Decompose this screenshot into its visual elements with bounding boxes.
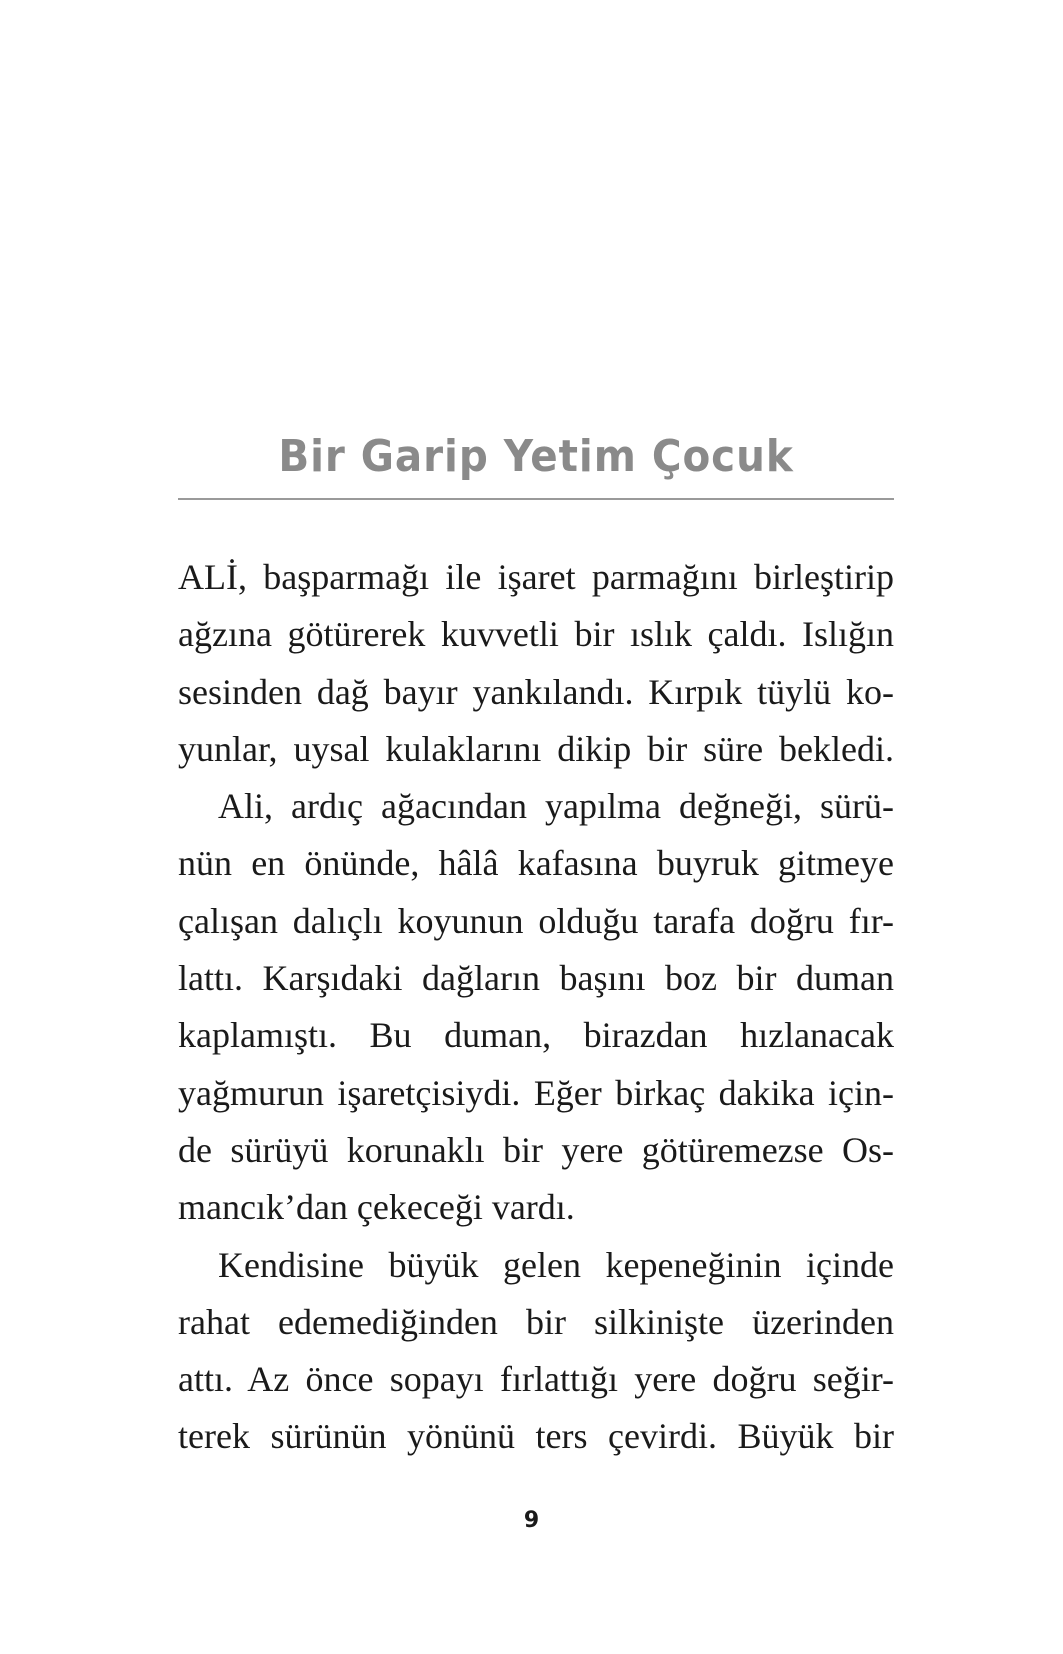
text-line: Kendisine büyük gelen kepeneğinin içinde [218,1244,894,1285]
text-line: çalışan dalıçlı koyunun olduğu tarafa doğru fır- [178,900,894,941]
text-line: lattı. Karşıdaki dağların başını boz bir duman [178,958,894,999]
paragraph-2 [178,778,894,1236]
chapter-title: Bir Garip Yetim Çocuk [278,431,794,482]
title-divider [178,498,894,500]
text-line: terek sürünün yönünü ters çevirdi. Büyük bir [178,1416,894,1457]
text-line: yağmurun işaretçisiydi. Eğer birkaç dakika için- [178,1072,894,1113]
text-line: ağzına götürerek kuvvetli bir ıslık çaldı. Islığın [178,614,894,655]
text-line: ALİ, başparmağı ile işaret parmağını birleştirip [178,557,894,597]
body-text [178,549,894,1466]
text-line: mancık’dan çekeceği vardı. [178,1187,575,1228]
text-line: rahat edemediğinden bir silkinişte üzerinden [178,1301,894,1342]
text-line: Ali, ardıç ağacından yapılma değneği, sürü- [218,786,894,827]
text-line: kaplamıştı. Bu duman, birazdan hızlanacak [178,1015,894,1056]
text-line: nün en önünde, hâlâ kafasına buyruk gitmeye [178,843,894,884]
text-line: de sürüyü korunaklı bir yere götüremezse Os- [178,1129,894,1170]
text-line: attı. Az önce sopayı fırlattığı yere doğru seğir- [178,1359,894,1400]
text-line: yunlar, uysal kulaklarını dikip bir süre bekledi. [178,728,894,769]
page-number: 9 [523,1508,540,1533]
paragraph-1 [178,549,894,778]
paragraph-3 [178,1237,894,1466]
text-line: sesinden dağ bayır yankılandı. Kırpık tüylü ko- [178,671,894,712]
